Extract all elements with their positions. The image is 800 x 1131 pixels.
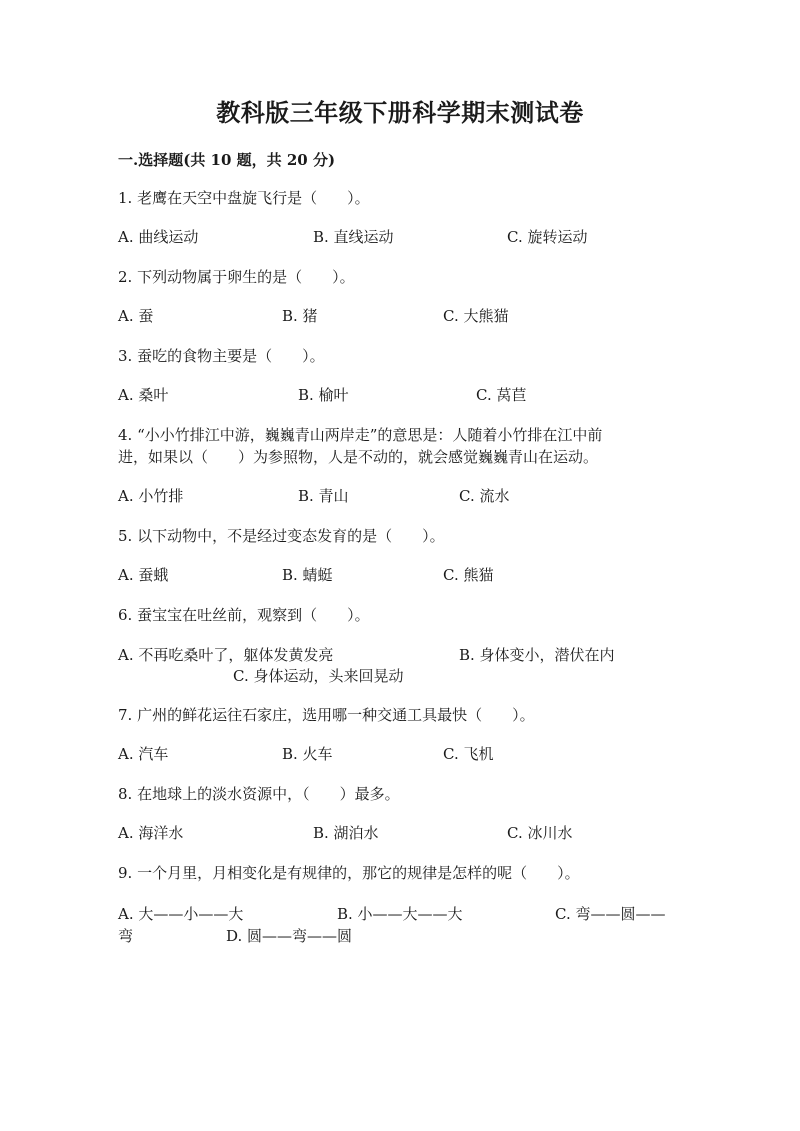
question-9-option-c: C. 弯——圆—— <box>555 905 666 923</box>
question-1-option-c: C. 旋转运动 <box>507 228 588 246</box>
question-9-option-d: D. 圆——弯——圆 <box>226 927 353 945</box>
question-7-stem: 7. 广州的鲜花运往石家庄，选用哪一种交通工具最快（ ）。 <box>118 706 535 724</box>
question-1-stem: 1. 老鹰在天空中盘旋飞行是（ ）。 <box>118 189 370 207</box>
question-4-option-c: C. 流水 <box>459 487 510 505</box>
question-5-stem: 5. 以下动物中，不是经过变态发育的是（ ）。 <box>118 527 445 545</box>
question-9-option-b: B. 小——大——大 <box>337 905 463 923</box>
question-4-stem-line-2: 进，如果以（ ）为参照物，人是不动的，就会感觉巍巍青山在运动。 <box>118 448 599 466</box>
question-6-option-a: A. 不再吃桑叶了，躯体发黄发亮 <box>118 646 334 664</box>
question-1-option-a: A. 曲线运动 <box>118 228 199 246</box>
question-7-option-c: C. 飞机 <box>443 745 494 763</box>
question-4-option-b: B. 青山 <box>298 487 349 505</box>
question-2-stem: 2. 下列动物属于卵生的是（ ）。 <box>118 268 355 286</box>
question-8-option-c: C. 冰川水 <box>507 824 573 842</box>
question-9-stem: 9. 一个月里，月相变化是有规律的，那它的规律是怎样的呢（ ）。 <box>118 864 580 882</box>
question-3-option-a: A. 桑叶 <box>118 386 169 404</box>
question-5-option-b: B. 蜻蜓 <box>282 566 333 584</box>
question-9-option-a: A. 大——小——大 <box>118 905 244 923</box>
question-5-option-c: C. 熊猫 <box>443 566 494 584</box>
question-2-option-b: B. 猪 <box>282 307 318 325</box>
question-7-option-b: B. 火车 <box>282 745 333 763</box>
question-9-option-c-wrap: 弯 <box>118 927 134 945</box>
question-3-stem: 3. 蚕吃的食物主要是（ ）。 <box>118 347 325 365</box>
section-heading: 一.选择题(共 10 题，共 20 分) <box>118 151 336 169</box>
question-4-stem-line-1: 4. “小小竹排江中游，巍巍青山两岸走”的意思是：人随着小竹排在江中前 <box>118 426 603 444</box>
question-6-stem: 6. 蚕宝宝在吐丝前，观察到（ ）。 <box>118 606 370 624</box>
question-3-option-b: B. 榆叶 <box>298 386 349 404</box>
page-title: 教科版三年级下册科学期末测试卷 <box>216 98 584 127</box>
question-2-option-a: A. 蚕 <box>118 307 154 325</box>
question-5-option-a: A. 蚕蛾 <box>118 566 169 584</box>
question-7-option-a: A. 汽车 <box>118 745 169 763</box>
question-2-option-c: C. 大熊猫 <box>443 307 509 325</box>
question-3-option-c: C. 莴苣 <box>476 386 527 404</box>
question-1-option-b: B. 直线运动 <box>313 228 394 246</box>
question-8-option-b: B. 湖泊水 <box>313 824 379 842</box>
question-4-option-a: A. 小竹排 <box>118 487 184 505</box>
question-8-stem: 8. 在地球上的淡水资源中，（ ）最多。 <box>118 785 400 803</box>
question-6-option-b: B. 身体变小，潜伏在内 <box>459 646 615 664</box>
question-6-option-c: C. 身体运动，头来回晃动 <box>233 667 404 685</box>
question-8-option-a: A. 海洋水 <box>118 824 184 842</box>
